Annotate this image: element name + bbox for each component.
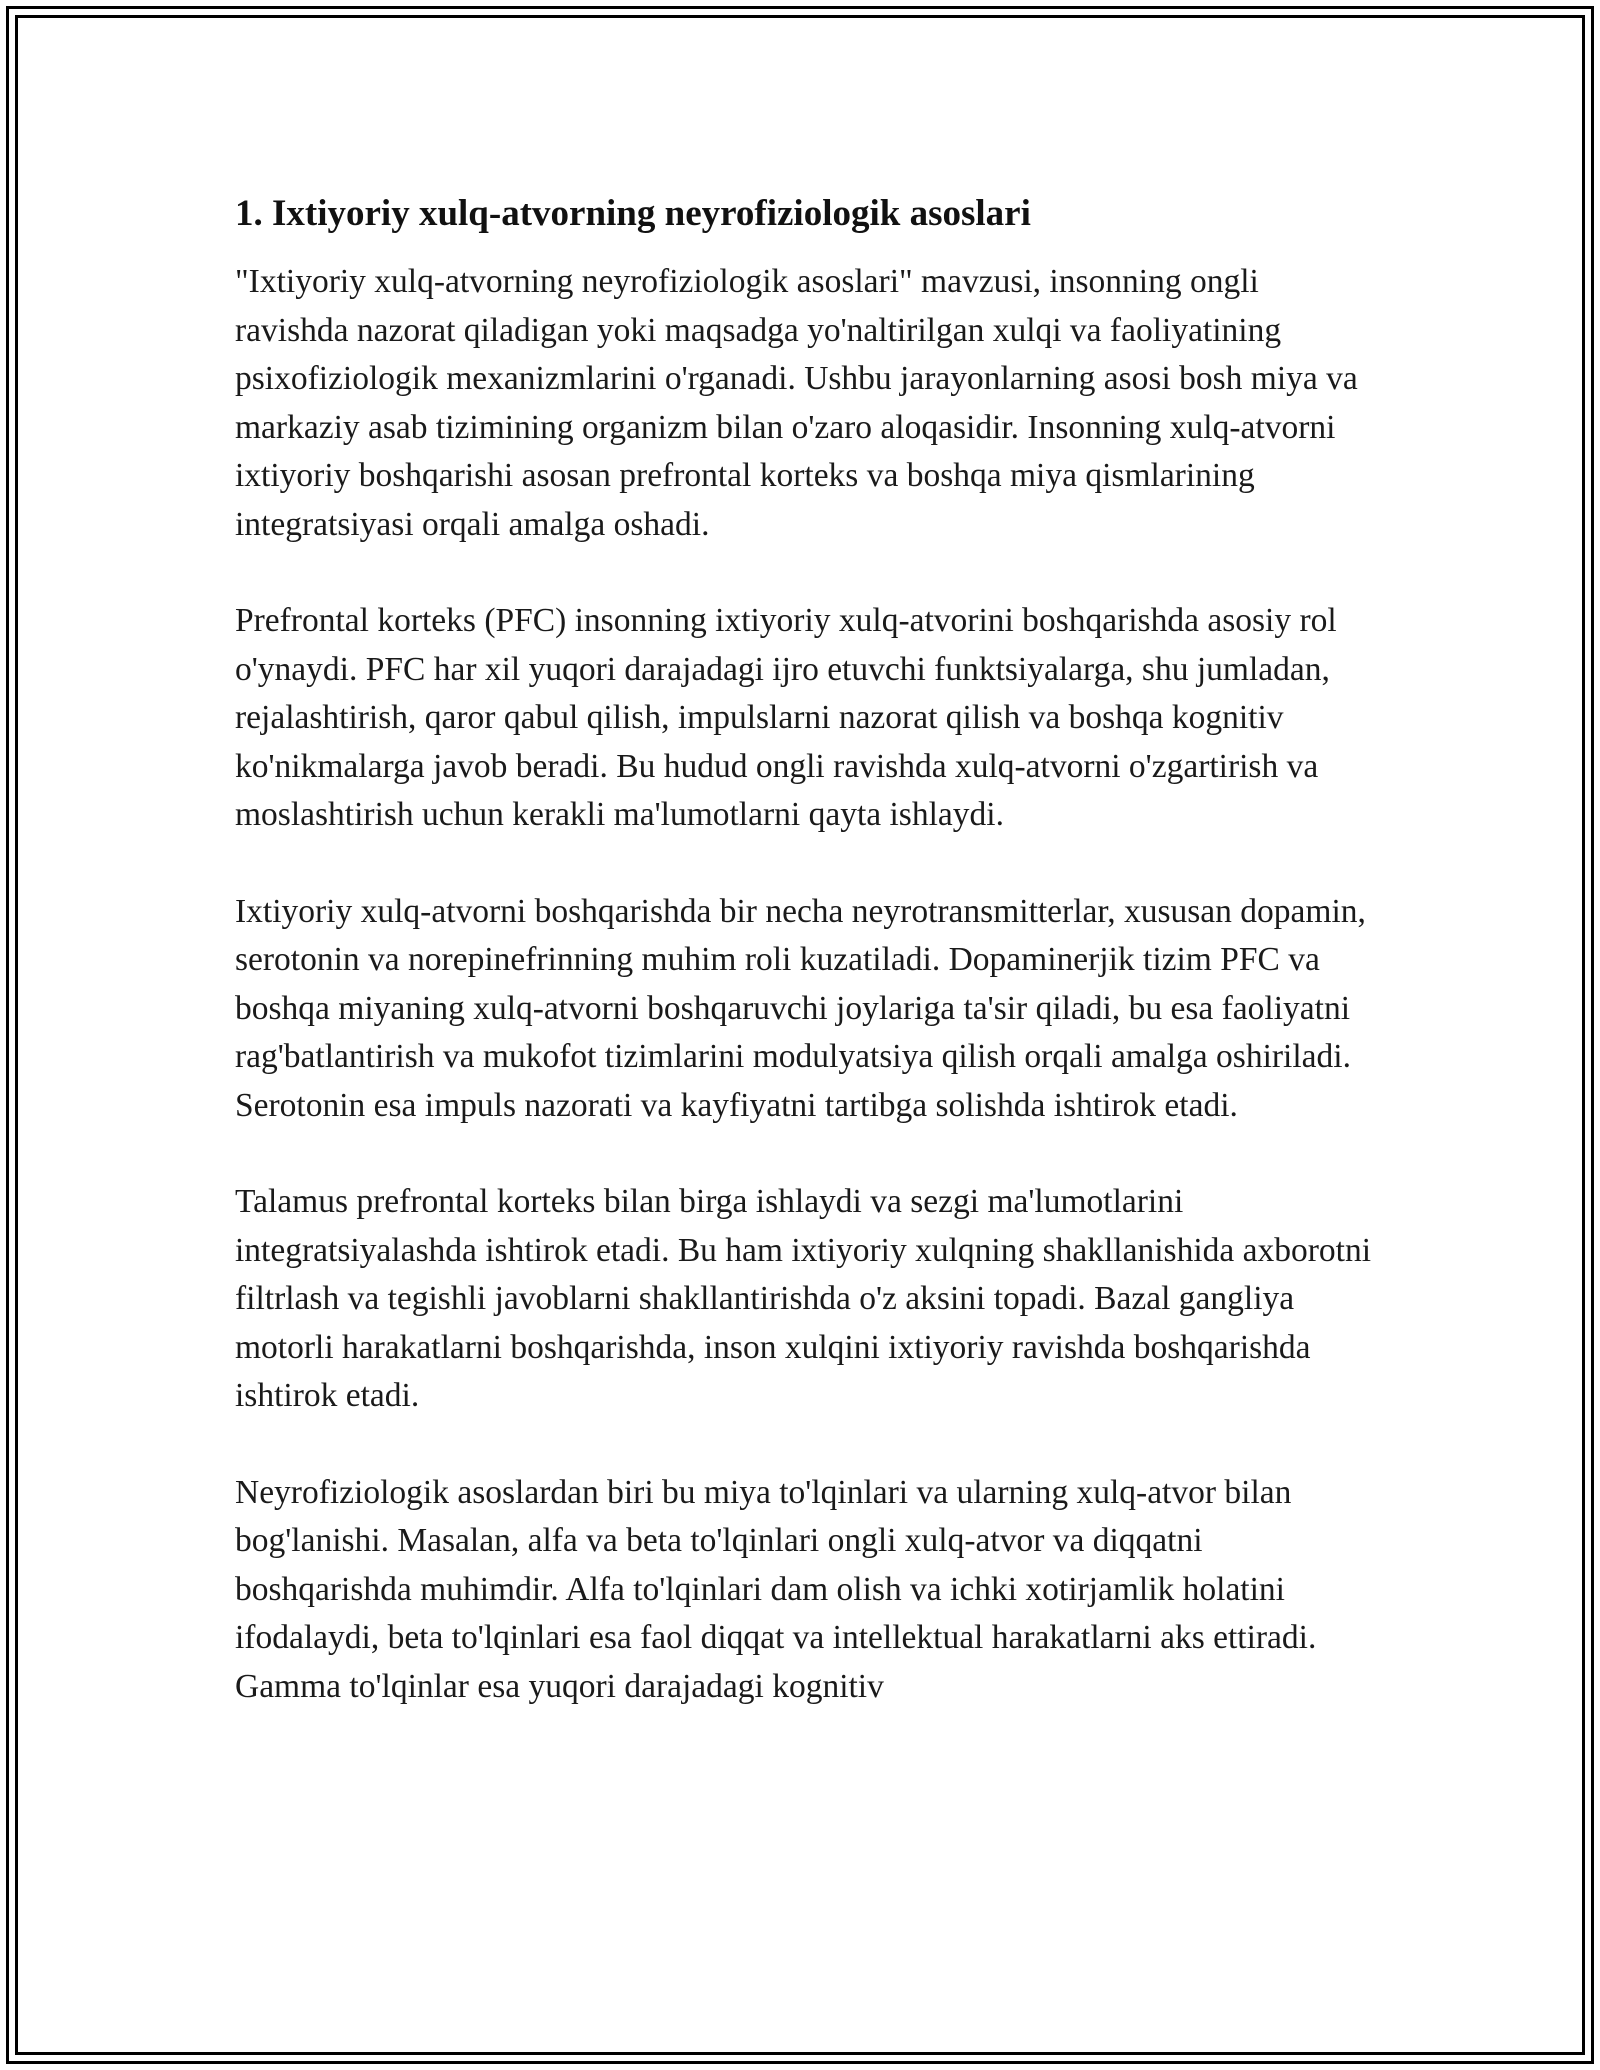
paragraph-intro: "Ixtiyoriy xulq-atvorning neyrofiziologik asoslari" mavzusi, insonning ongli ravishda nazorat qiladigan yoki maqsadga yo'naltirilgan xulqi va faoliyatining psixofiziologik mexanizmlarini o'rganadi. Ushbu jarayonlarning asosi bosh miya va markaziy asab tizimining organizm bilan o'zaro aloqasidir. Insonning xulq-atvorni ixtiyoriy boshqarishi asosan prefrontal korteks va boshqa miya qismlarining integratsiyasi orqali amalga oshadi.: [235, 263, 1358, 543]
paragraph-brain-waves: Neyrofiziologik asoslardan biri bu miya to'lqinlari va ularning xulq-atvor bilan bog'lanishi. Masalan, alfa va beta to'lqinlari ongli xulq-atvor va diqqatni boshqarishda muhimdir. Alfa to'lqinlari dam olish va ichki xotirjamlik holatini ifodalaydi, beta to'lqinlari esa faol diqqat va intellektual harakatlarni aks ettiradi. Gamma to'lqinlar esa yuqori darajadagi kognitiv: [235, 1473, 1317, 1705]
section-heading: 1. Ixtiyoriy xulq-atvorning neyrofiziologik asoslari: [235, 193, 1031, 234]
paragraph-neurotransmitters: Ixtiyoriy xulq-atvorni boshqarishda bir necha neyrotransmitterlar, xususan dopamin, serotonin va norepinefrinning muhim roli kuzatiladi. Dopaminerjik tizim PFC va boshqa miyaning xulq-atvorni boshqaruvchi joylariga ta'sir qiladi, bu esa faoliyatni rag'batlantirish va mukofot tizimlarini modulyatsiya qilish orqali amalga oshiriladi. Serotonin esa impuls nazorati va kayfiyatni tartibga solishda ishtirok etadi.: [235, 892, 1366, 1124]
document-body: [235, 186, 1375, 1759]
paragraph-prefrontal-cortex: Prefrontal korteks (PFC) insonning ixtiyoriy xulq-atvorini boshqarishda asosiy rol o'ynaydi. PFC har xil yuqori darajadagi ijro etuvchi funktsiyalarga, shu jumladan, rejalashtirish, qaror qabul qilish, impulslarni nazorat qilish va boshqa kognitiv ko'nikmalarga javob beradi. Bu hudud ongli ravishda xulq-atvorni o'zgartirish va moslashtirish uchun kerakli ma'lumotlarni qayta ishlaydi.: [235, 602, 1337, 833]
paragraph-thalamus: Talamus prefrontal korteks bilan birga ishlaydi va sezgi ma'lumotlarini integratsiyalashda ishtirok etadi. Bu ham ixtiyoriy xulqning shakllanishida axborotni filtrlash va tegishli javoblarni shakllantirishda o'z aksini topadi. Bazal gangliya motorli harakatlarni boshqarishda, inson xulqini ixtiyoriy ravishda boshqarishda ishtirok etadi.: [235, 1183, 1372, 1414]
